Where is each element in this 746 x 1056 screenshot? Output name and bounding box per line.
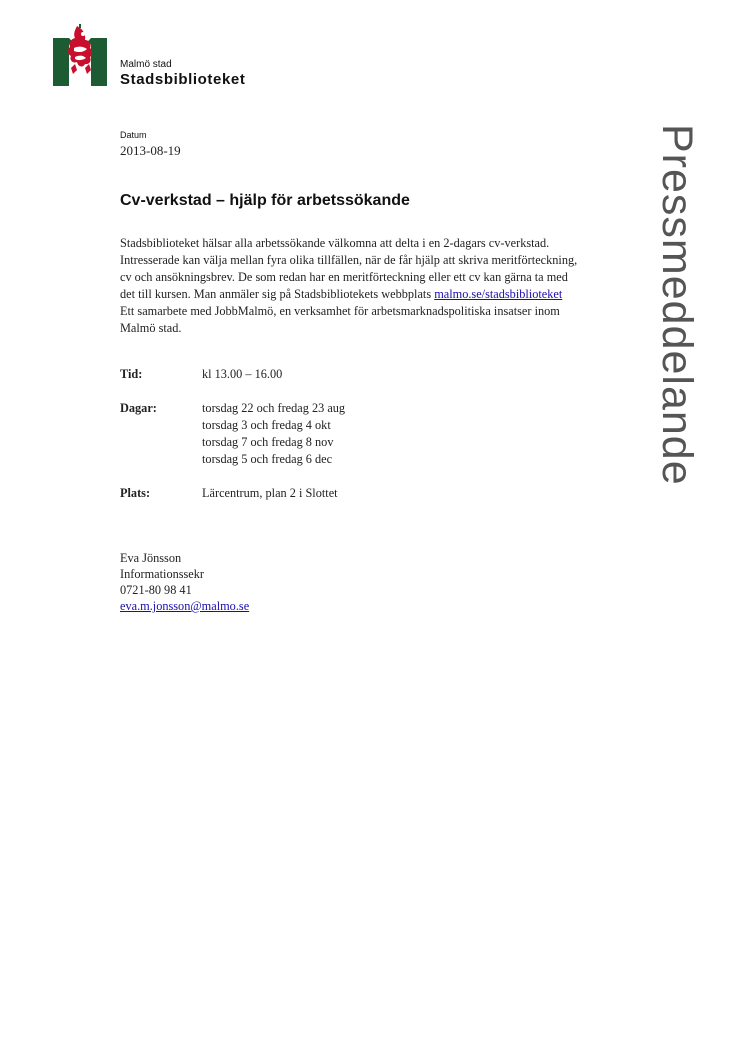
org-city: Malmö stad [120, 59, 172, 70]
contact-title: Informationssekr [120, 567, 205, 581]
event-info [120, 366, 345, 502]
time-row [120, 366, 345, 383]
website-link[interactable]: malmo.se/stadsbiblioteket [434, 287, 563, 301]
side-title: Pressmeddelande [653, 124, 701, 486]
body-paragraph-1-text: Stadsbiblioteket hälsar alla arbetssökande välkomna att delta i en 2-dagars cv-verkstad. Intresserade kan välja mellan fyra olika tillfällen, när de får hjälp att skriva meritförteckning, cv och ansökningsbrev. De som redan har en meritförteckning eller ett cv kan gärna ta med det till kursen. Man anmäler sig på Stadsbibliotekets webbplats [120, 236, 578, 301]
place-value: Lärcentrum, plan 2 i Slottet [202, 486, 338, 500]
org-department: Stadsbiblioteket [120, 71, 246, 88]
day-item: torsdag 5 och fredag 6 dec [202, 452, 333, 466]
contact-block [120, 550, 249, 614]
place-row [120, 485, 345, 502]
time-label: Tid: [120, 367, 143, 381]
day-item: torsdag 22 och fredag 23 aug [202, 401, 346, 415]
day-item: torsdag 7 och fredag 8 nov [202, 435, 334, 449]
days-label: Dagar: [120, 401, 157, 415]
date-value: 2013-08-19 [120, 143, 181, 158]
place-label: Plats: [120, 486, 151, 500]
contact-phone: 0721-80 98 41 [120, 583, 192, 597]
days-row [120, 400, 345, 468]
contact-email-link[interactable]: eva.m.jonsson@malmo.se [120, 599, 250, 613]
date-label: Datum [120, 130, 147, 140]
body-paragraph-2: Ett samarbete med JobbMalmö, en verksamhet för arbetsmarknadspolitiska insatser inom Malmö stad. [120, 304, 560, 335]
contact-name: Eva Jönsson [120, 551, 182, 565]
malmo-griffin-logo-icon [53, 24, 107, 86]
day-item: torsdag 3 och fredag 4 okt [202, 418, 331, 432]
time-value: kl 13.00 – 16.00 [202, 367, 283, 381]
body-text [120, 235, 580, 337]
days-list [202, 400, 345, 468]
body-paragraph-1 [120, 235, 580, 303]
organization-block [120, 59, 245, 89]
headline: Cv-verkstad – hjälp för arbetssökande [120, 192, 410, 209]
